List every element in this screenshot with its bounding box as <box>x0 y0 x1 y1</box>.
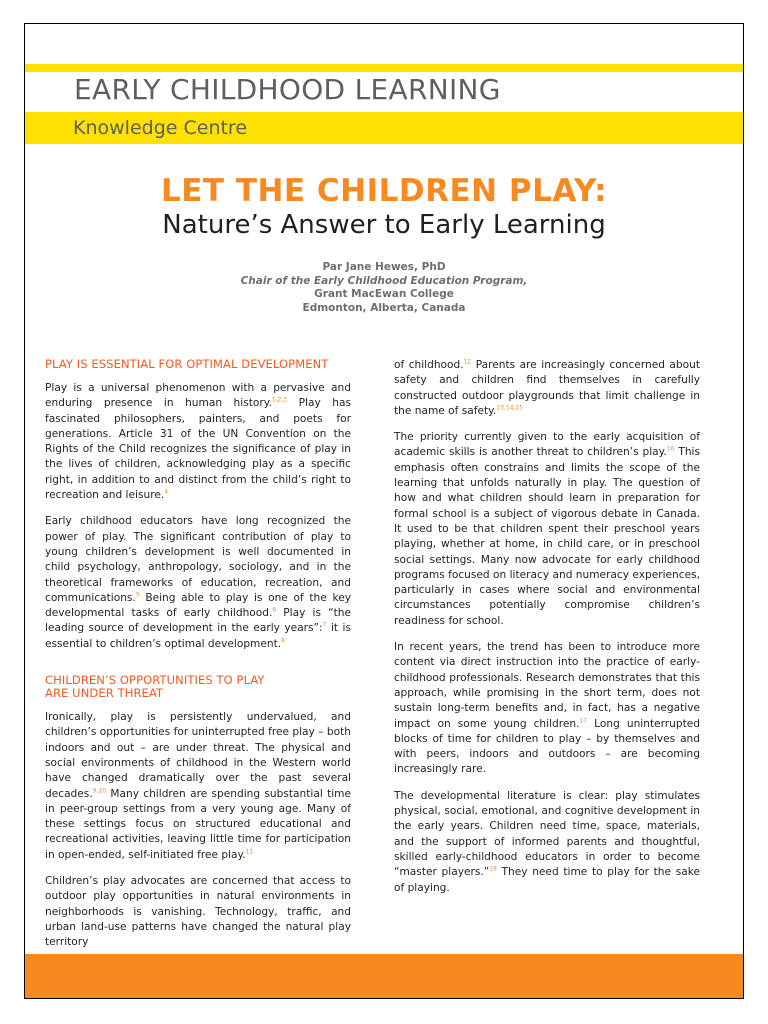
section-heading: PLAY IS ESSENTIAL FOR OPTIMAL DEVELOPMENT <box>45 357 329 371</box>
reference-superscript: 7 <box>322 621 327 629</box>
reference-superscript: 9,10 <box>92 787 107 794</box>
body-paragraph: The developmental literature is clear: play stimulates physical, social, emotional, and cognitive development in the early years. Children need time, space, materials, and the support of informed parents and thoughtful, skilled early-childhood educators in order to become “master players.”$^{18}$ They need time to play for the sake of playing. <box>394 789 701 894</box>
brand-title: EARLY CHILDHOOD LEARNING <box>74 73 501 106</box>
reference-superscript: 12 <box>463 358 472 366</box>
body-paragraph: of childhood.$^{12}$ Parents are increasingly concerned about safety and children find themselves in carefully constructed outdoor playgrounds that limit challenge in the name of safety.$^{13,14,15}$ <box>394 358 700 417</box>
body-paragraph: The priority currently given to the early acquisition of academic skills is another threat to children’s play.$^{16}$ This emphasis often constrains and limits the scope of the learning that unfolds naturally in play. The question of how and what children should learn in preparation for formal school is a subject of vigorous debate in Canada. It used to be that children spent their preschool years playing, whether at home, in child care, or in preschool social settings. Many now advocate for early childhood programs focused on literacy and numeracy experiences, particularly in cases where social and environmental circumstances potentially compromise children’s readiness for school. <box>394 431 701 627</box>
author-location: Edmonton, Alberta, Canada <box>302 301 466 314</box>
section-heading-line: CHILDREN’S OPPORTUNITIES TO PLAY <box>45 673 265 688</box>
reference-superscript: 11 <box>245 848 254 856</box>
reference-superscript: 18 <box>489 865 497 873</box>
article-subtitle: Nature’s Answer to Early Learning <box>162 210 606 240</box>
section-heading <box>45 674 351 700</box>
reference-superscript: 8 <box>281 637 285 645</box>
yellow-top-rule <box>25 64 743 72</box>
author-name: Par Jane Hewes, PhD <box>322 261 446 273</box>
brand-subtitle: Knowledge Centre <box>73 117 248 139</box>
byline <box>25 261 743 315</box>
orange-footer-band <box>25 954 743 998</box>
reference-superscript: 1,2,3 <box>271 396 288 404</box>
reference-superscript: 5 <box>135 591 140 599</box>
reference-superscript: 4 <box>164 488 169 496</box>
reference-superscript: 17 <box>579 717 588 724</box>
brand-subtitle-band <box>25 112 743 144</box>
body-paragraph: Ironically, play is persistently undervalued, and children’s opportunities for uninterrupted free play – both indoors and out – are under threat. The physical and social environments of childhood in the Western world have changed dramatically over the past several decades.$^{9,10}$ Many children are spending substantial time in peer-group settings from a very young age. Many of these settings focus on structured educational and recreational activities, leaving little time for participation in open-ended, self-initiated free play.$^{11}$ <box>45 711 351 861</box>
section-heading-line: ARE UNDER THREAT <box>45 686 164 701</box>
article-title: LET THE CHILDREN PLAY: <box>160 173 608 209</box>
body-paragraph: Play is a universal phenomenon with a pervasive and enduring presence in human history.$^{1,2,3}$ Play has fascinated philosophers, painters, and poets for generations. Article 31 of the UN Convention on the Rights of the Child recognizes the significance of play in the lives of children, acknowledging play as a specific right, in addition to and distinct from the child’s right to recreation and leisure.$^4$ <box>45 382 351 502</box>
body-paragraph: Children’s play advocates are concerned that access to outdoor play opportunities in natural environments in neighborhoods is vanishing. Technology, traffic, and urban land-use patterns have changed the natural play territory <box>45 875 351 949</box>
author-affiliation: Chair of the Early Childhood Education Program, <box>240 274 528 287</box>
right-column <box>394 358 700 907</box>
reference-superscript: 6 <box>272 606 277 614</box>
left-column <box>45 358 351 962</box>
body-paragraph: In recent years, the trend has been to introduce more content via direct instruction into the practice of early-childhood professionals. Research demonstrates that this approach, while promising in the short term, does not sustain long-term benefits and, in fact, has a negative impact on some young children.$^{17}$ Long uninterrupted blocks of time for children to play – by themselves and with peers, indoors and outdoors – are becoming increasingly rare. <box>394 641 700 776</box>
document-page <box>24 23 744 999</box>
author-college: Grant MacEwan College <box>314 288 454 300</box>
body-paragraph: Early childhood educators have long recognized the power of play. The significant contribution of play to young children’s development is well documented in child psychology, anthropology, sociology, and in the theoretical frameworks of education, recreation, and communications.$^5$ Being able to play is one of the key developmental tasks of early childhood.$^6$ Play is “the leading source of development in the early years”:$^7$ it is essential to children’s optimal development.$^8$ <box>45 515 351 650</box>
reference-superscript: 13,14,15 <box>496 404 523 412</box>
reference-superscript: 16 <box>666 445 675 453</box>
